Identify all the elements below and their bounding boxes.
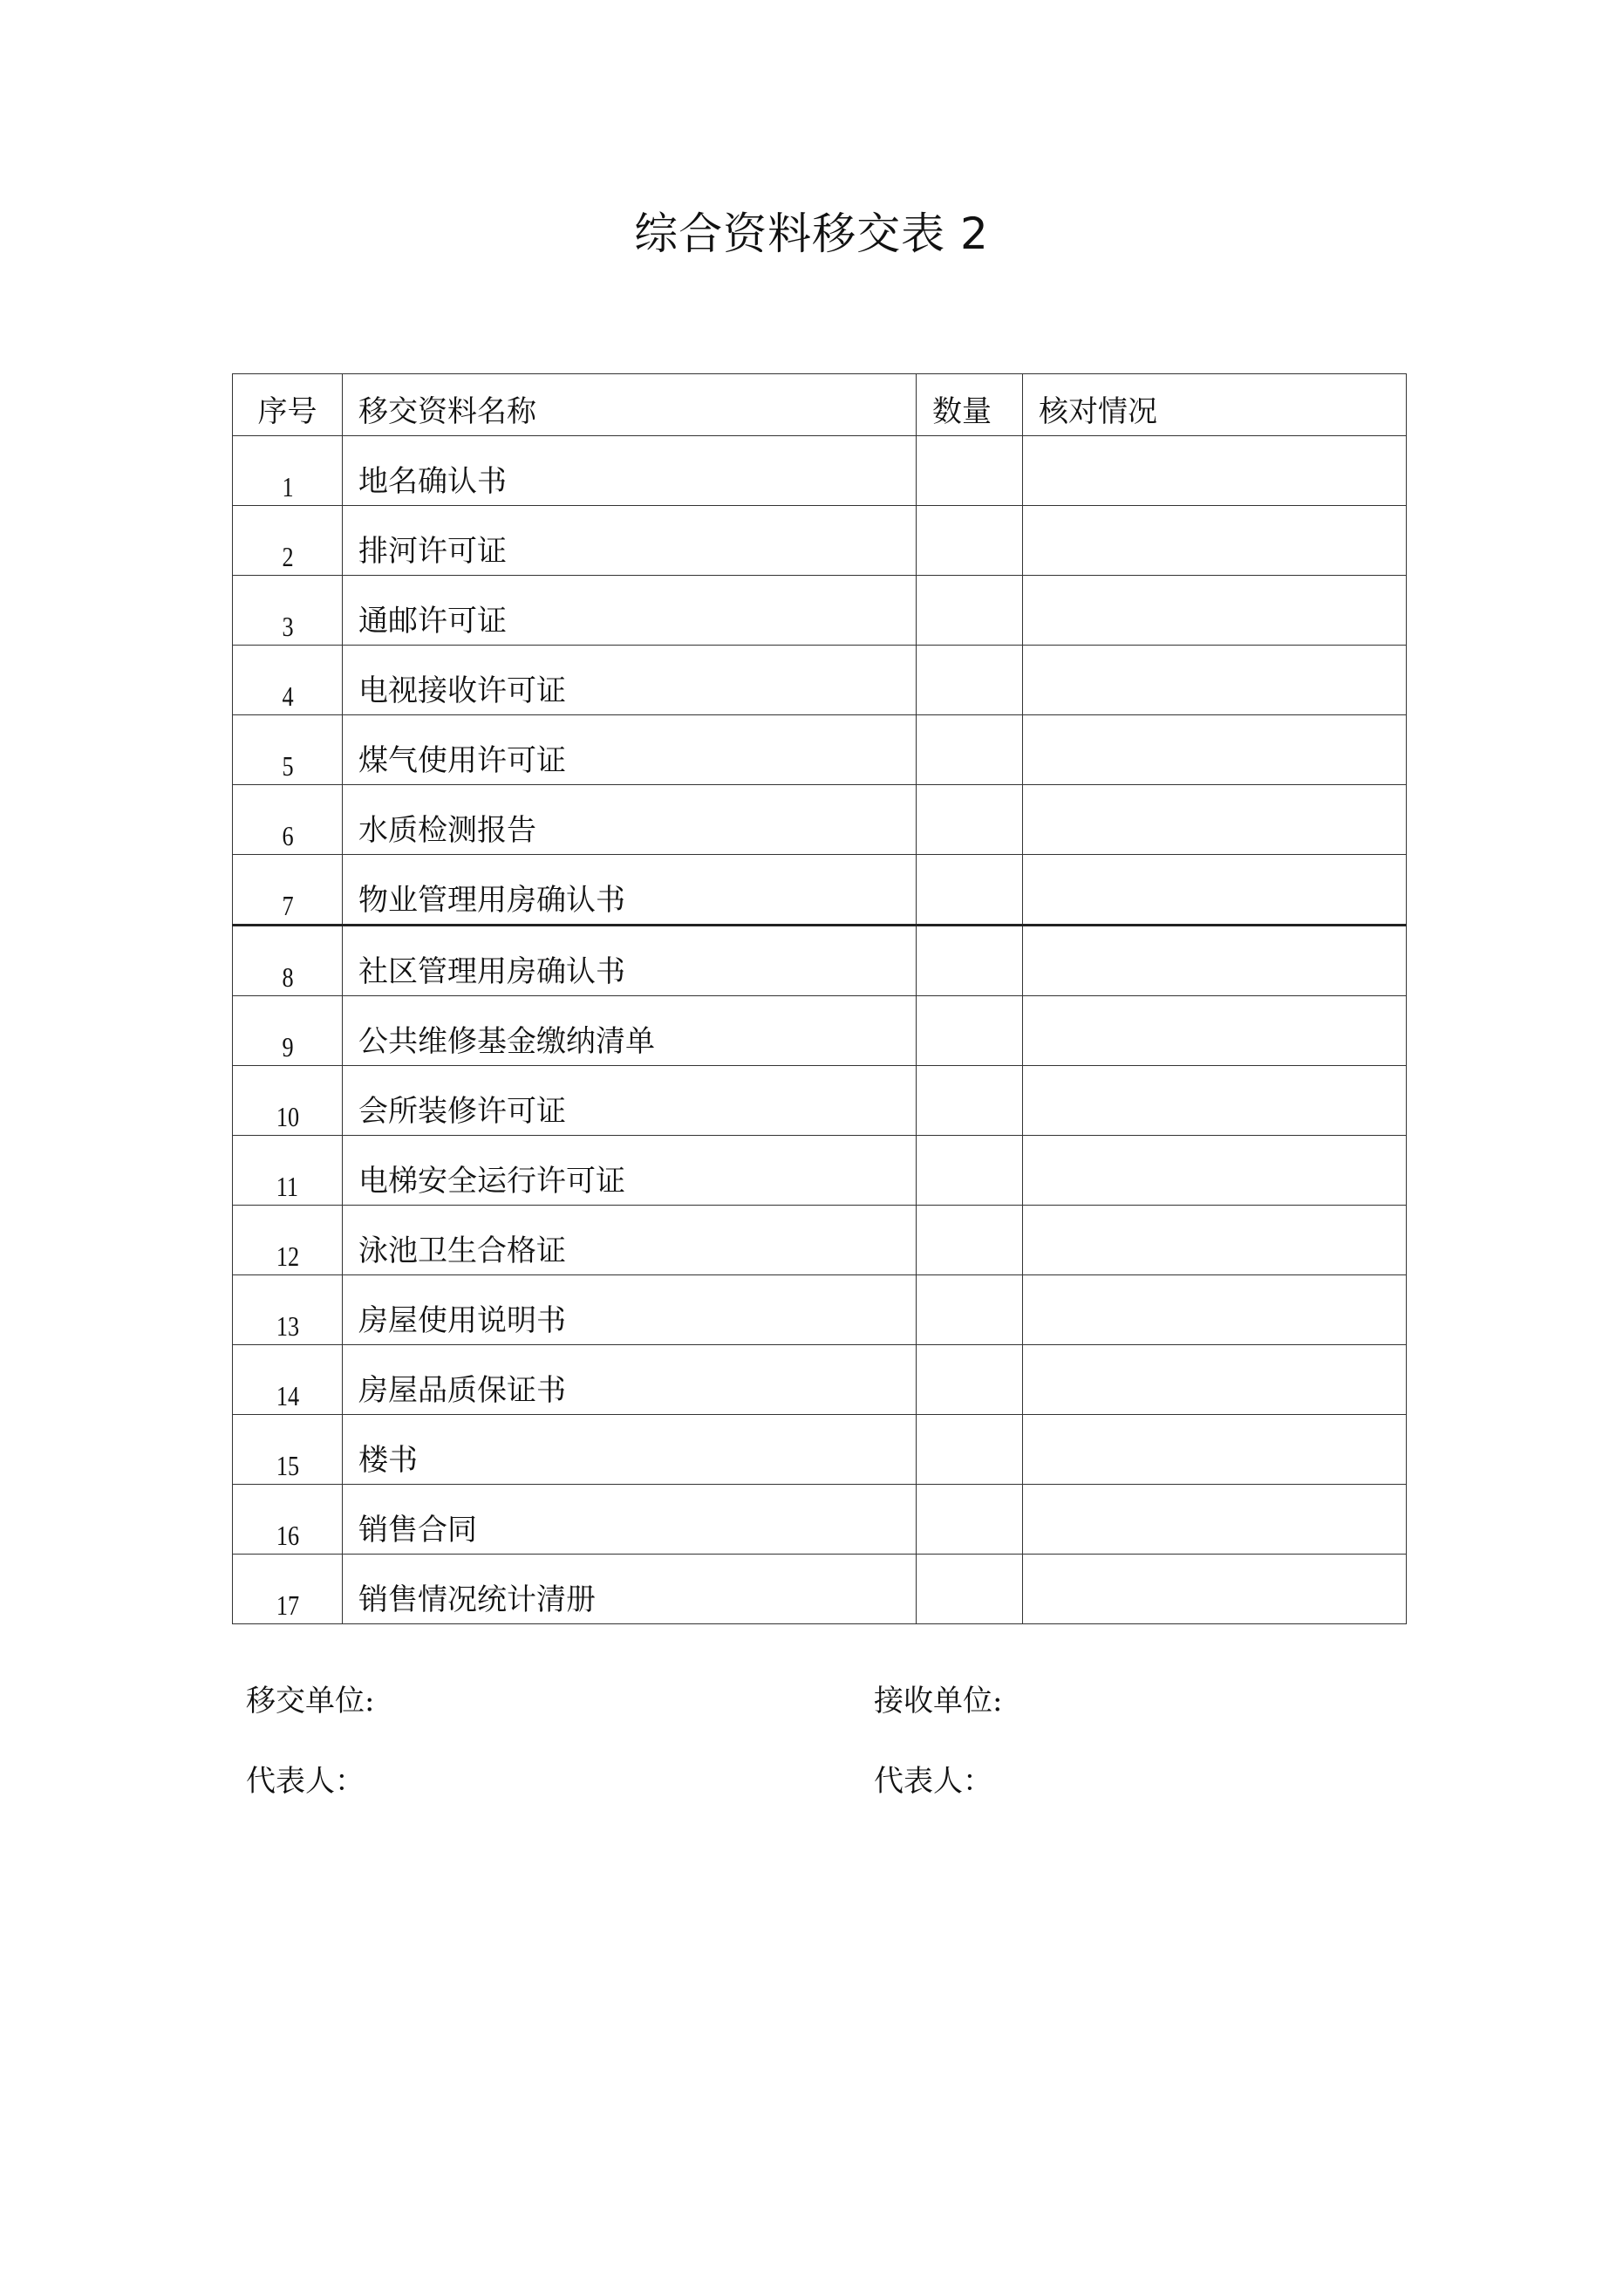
cell-check <box>1023 436 1407 506</box>
header-quantity <box>917 374 1023 436</box>
cell-name <box>343 1485 917 1555</box>
cell-name <box>343 576 917 646</box>
cell-check <box>1023 1136 1407 1206</box>
table-row <box>233 785 1407 855</box>
table-row <box>233 506 1407 576</box>
cell-no <box>233 1275 343 1345</box>
cell-no <box>233 646 343 715</box>
header-quantity-label: 数量 <box>932 394 992 429</box>
cell-quantity <box>917 1275 1023 1345</box>
cell-check <box>1023 506 1407 576</box>
table-header-row <box>233 374 1407 436</box>
row-number: 11 <box>276 1171 299 1202</box>
row-number: 1 <box>281 471 294 502</box>
cell-no <box>233 1415 343 1485</box>
table-row <box>233 576 1407 646</box>
cell-no <box>233 576 343 646</box>
document-name: 销售情况统计清册 <box>358 1582 596 1617</box>
table-row <box>233 1136 1407 1206</box>
document-name: 销售合同 <box>358 1513 477 1548</box>
cell-check <box>1023 996 1407 1066</box>
cell-quantity <box>917 576 1023 646</box>
cell-name <box>343 1415 917 1485</box>
cell-check <box>1023 1345 1407 1415</box>
row-number: 10 <box>276 1101 299 1132</box>
cell-check <box>1023 1066 1407 1136</box>
row-number: 13 <box>276 1310 299 1342</box>
cell-name <box>343 506 917 576</box>
document-name: 电梯安全运行许可证 <box>358 1164 625 1199</box>
cell-check <box>1023 1206 1407 1275</box>
document-name: 楼书 <box>358 1443 418 1478</box>
cell-no <box>233 1345 343 1415</box>
document-name: 公共维修基金缴纳清单 <box>358 1024 655 1059</box>
cell-quantity <box>917 785 1023 855</box>
document-name: 煤气使用许可证 <box>358 743 566 778</box>
cell-no <box>233 715 343 785</box>
receive-unit-label: 接收单位: <box>874 1684 1003 1719</box>
page-title: 综合资料移交表 2 <box>634 208 989 259</box>
row-number: 4 <box>281 680 294 712</box>
transfer-representative-label: 代表人： <box>246 1764 365 1799</box>
document-name: 通邮许可证 <box>358 604 507 639</box>
row-number: 5 <box>281 750 294 782</box>
cell-name <box>343 996 917 1066</box>
cell-name <box>343 855 917 926</box>
table-row <box>233 1415 1407 1485</box>
cell-check <box>1023 576 1407 646</box>
cell-no <box>233 436 343 506</box>
cell-name <box>343 646 917 715</box>
header-check-label: 核对情况 <box>1039 394 1157 429</box>
document-name: 社区管理用房确认书 <box>358 954 625 989</box>
cell-name <box>343 715 917 785</box>
cell-no <box>233 996 343 1066</box>
row-number: 3 <box>281 611 294 642</box>
document-name: 物业管理用房确认书 <box>358 883 625 918</box>
receive-representative-label: 代表人： <box>874 1764 992 1799</box>
row-number: 17 <box>276 1589 299 1621</box>
cell-quantity <box>917 715 1023 785</box>
table-row <box>233 715 1407 785</box>
header-name-label: 移交资料名称 <box>358 394 536 429</box>
document-name: 水质检测报告 <box>358 813 536 848</box>
row-number: 7 <box>281 890 294 921</box>
table-row <box>233 1066 1407 1136</box>
cell-check <box>1023 926 1407 996</box>
table-row <box>233 1345 1407 1415</box>
cell-no <box>233 506 343 576</box>
cell-quantity <box>917 1345 1023 1415</box>
cell-name <box>343 436 917 506</box>
header-no <box>233 374 343 436</box>
cell-name <box>343 926 917 996</box>
document-name: 房屋品质保证书 <box>358 1373 566 1408</box>
row-number: 6 <box>281 820 294 851</box>
cell-quantity <box>917 1136 1023 1206</box>
cell-check <box>1023 1555 1407 1624</box>
cell-quantity <box>917 855 1023 926</box>
cell-no <box>233 855 343 926</box>
row-number: 14 <box>276 1380 299 1411</box>
cell-no <box>233 1066 343 1136</box>
header-no-label: 序号 <box>257 394 317 429</box>
cell-name <box>343 1275 917 1345</box>
cell-no <box>233 1555 343 1624</box>
cell-quantity <box>917 1206 1023 1275</box>
row-number: 12 <box>276 1240 299 1272</box>
cell-no <box>233 1136 343 1206</box>
cell-check <box>1023 1485 1407 1555</box>
header-name <box>343 374 917 436</box>
row-number: 8 <box>281 961 294 993</box>
cell-name <box>343 1066 917 1136</box>
table-row <box>233 1555 1407 1624</box>
table-body <box>233 436 1407 1624</box>
cell-quantity <box>917 926 1023 996</box>
document-name: 房屋使用说明书 <box>358 1303 566 1338</box>
table-row <box>233 1206 1407 1275</box>
document-name: 电视接收许可证 <box>358 673 566 708</box>
cell-no <box>233 785 343 855</box>
cell-check <box>1023 785 1407 855</box>
cell-quantity <box>917 996 1023 1066</box>
header-check <box>1023 374 1407 436</box>
cell-check <box>1023 855 1407 926</box>
transfer-table <box>232 373 1407 1624</box>
cell-name <box>343 1136 917 1206</box>
cell-no <box>233 1485 343 1555</box>
cell-name <box>343 1206 917 1275</box>
cell-quantity <box>917 506 1023 576</box>
cell-no <box>233 1206 343 1275</box>
cell-check <box>1023 1415 1407 1485</box>
document-name: 地名确认书 <box>358 464 507 499</box>
cell-name <box>343 785 917 855</box>
table-row <box>233 1485 1407 1555</box>
row-number: 15 <box>276 1450 299 1481</box>
row-number: 9 <box>281 1031 294 1063</box>
table-row <box>233 1275 1407 1345</box>
document-name: 泳池卫生合格证 <box>358 1233 566 1268</box>
cell-quantity <box>917 1555 1023 1624</box>
table-row <box>233 646 1407 715</box>
table-row <box>233 926 1407 996</box>
cell-check <box>1023 646 1407 715</box>
cell-name <box>343 1555 917 1624</box>
cell-quantity <box>917 436 1023 506</box>
cell-quantity <box>917 646 1023 715</box>
cell-name <box>343 1345 917 1415</box>
document-name: 排河许可证 <box>358 534 507 569</box>
table-row <box>233 436 1407 506</box>
table-row <box>233 996 1407 1066</box>
cell-check <box>1023 1275 1407 1345</box>
cell-check <box>1023 715 1407 785</box>
transfer-unit-label: 移交单位: <box>246 1684 375 1719</box>
table-row <box>233 855 1407 926</box>
document-name: 会所装修许可证 <box>358 1094 566 1129</box>
cell-quantity <box>917 1485 1023 1555</box>
cell-quantity <box>917 1415 1023 1485</box>
cell-no <box>233 926 343 996</box>
row-number: 16 <box>276 1520 299 1551</box>
row-number: 2 <box>281 541 294 572</box>
cell-quantity <box>917 1066 1023 1136</box>
